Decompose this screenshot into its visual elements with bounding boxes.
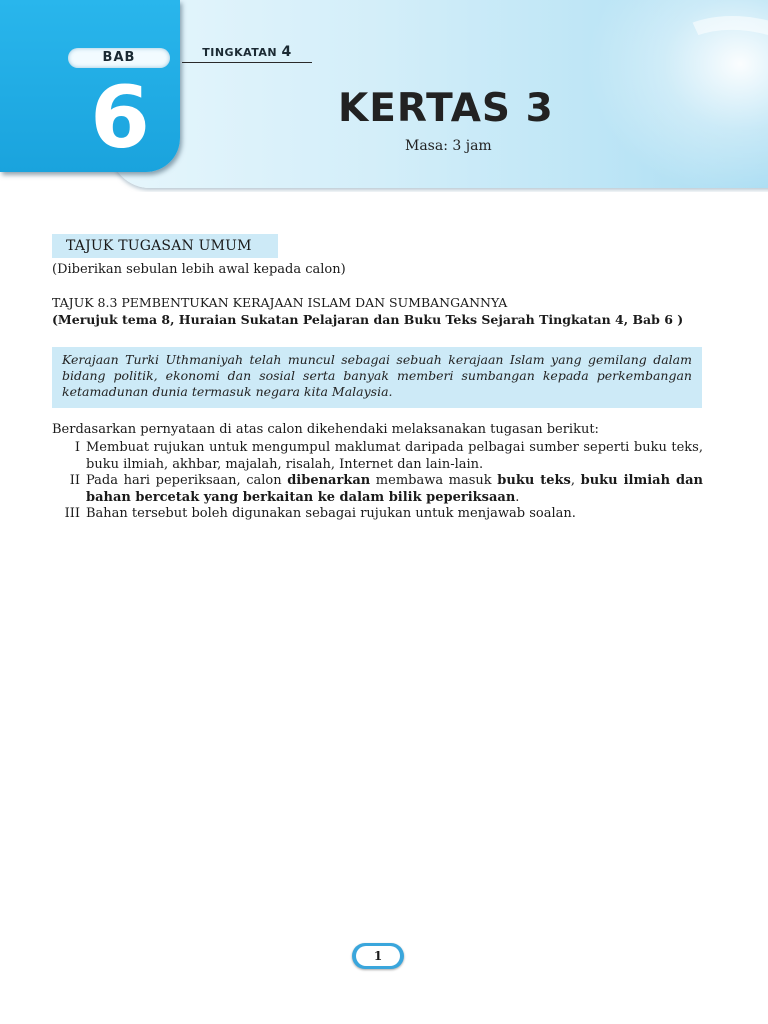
task-text: [86, 473, 703, 506]
task-item: [52, 473, 703, 506]
page-number-badge: [352, 943, 404, 969]
bab-label: BAB: [68, 48, 170, 68]
topic-reference: (Merujuk tema 8, Huraian Sukatan Pelajaran dan Buku Teks Sejarah Tingkatan 4, Bab 6 ): [52, 312, 684, 327]
instructions-intro: Berdasarkan pernyataan di atas calon dikehendaki melaksanakan tugasan berikut:: [52, 422, 599, 437]
task-text: Bahan tersebut boleh digunakan sebagai rujukan untuk menjawab soalan.: [86, 506, 576, 522]
task-text-bold: buku teks: [497, 473, 571, 489]
topic-heading: TAJUK 8.3 PEMBENTUKAN KERAJAAN ISLAM DAN SUMBANGANNYA: [52, 295, 508, 310]
page-number: 1: [356, 946, 400, 966]
exam-duration: Masa: 3 jam: [405, 138, 492, 154]
task-numeral: III: [64, 506, 80, 522]
statement-text: Kerajaan Turki Uthmaniyah telah muncul sebagai sebuah kerajaan Islam yang gemilang dalam bidang politik, ekonomi dan sosial serta banyak memberi sumbangan kepada perkembangan ketamadunan dunia termasuk negara kita Malaysia.: [62, 352, 692, 399]
tingkatan-number: 4: [281, 44, 292, 60]
section-title: TAJUK TUGASAN UMUM: [52, 234, 278, 258]
chapter-header: [0, 0, 768, 192]
tingkatan-label: [182, 44, 312, 63]
task-text-part: .: [515, 489, 520, 505]
task-text-part: Pada hari peperiksaan, calon: [86, 473, 288, 489]
section-subtitle: (Diberikan sebulan lebih awal kepada calon): [52, 262, 346, 277]
task-item: [52, 506, 703, 523]
task-text: Membuat rujukan untuk mengumpul maklumat daripada pelbagai sumber seperti buku teks, buku ilmiah, akhbar, majalah, risalah, Internet dan lain-lain.: [86, 440, 703, 472]
statement-box: [52, 347, 702, 408]
page-title: KERTAS 3: [338, 86, 554, 131]
task-text-part: ,: [570, 473, 581, 489]
task-text-bold: dibenarkan: [287, 473, 371, 489]
task-text-part: membawa masuk: [370, 473, 498, 489]
chapter-number: 6: [90, 68, 150, 168]
task-text-bold: buku ilmiah dan bahan bercetak yang berkaitan ke dalam bilik peperiksaan: [86, 473, 703, 505]
tingkatan-text: TINGKATAN: [202, 46, 278, 59]
task-list: [52, 440, 703, 523]
task-numeral: I: [74, 440, 80, 455]
task-numeral: II: [69, 473, 80, 489]
task-item: [52, 440, 703, 473]
